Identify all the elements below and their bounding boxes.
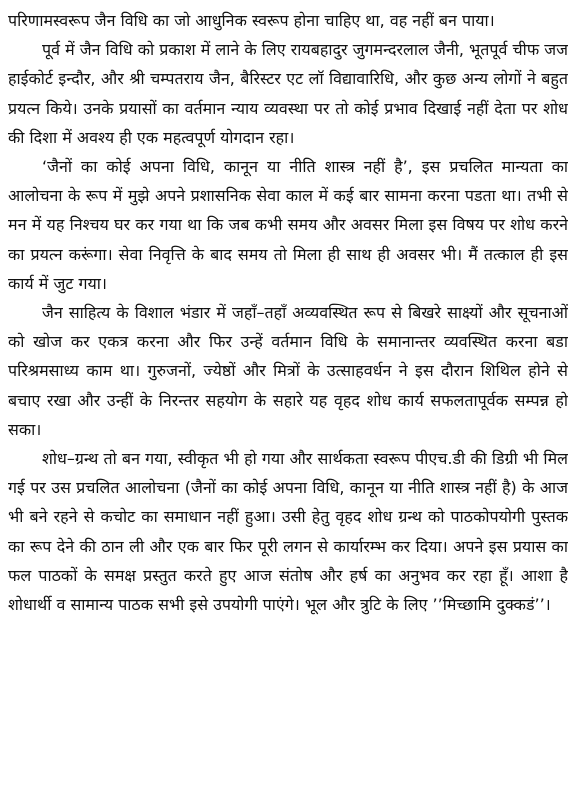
paragraph-prior-efforts: पूर्व में जैन विधि को प्रकाश में लाने के लिए रायबहादुर जुगमन्दरलाल जैनी, भूतपूर्व चीफ जज हाईकोर्ट इन्दौर, और श्री चम्पतराय जैन, बैरिस्टर एट लॉ विद्यावारिधि, और कुछ अन्य लोगों ने बहुत प्रयत्न किये। उनके प्रयासों का वर्तमान न्याय व्यवस्था पर तो कोई प्रभाव दिखाई नहीं देता पर शोध की दिशा में अवश्य ही एक महत्वपूर्ण योगदान रहा।: [8, 40, 568, 147]
paragraph-motivation: ‘जैनों का कोई अपना विधि, कानून या नीति शास्त्र नहीं है’, इस प्रचलित मान्यता का आलोचना के रूप में मुझे अपने प्रशासनिक सेवा काल में कई बार सामना करना पडता था। तभी से मन में यह निश्चय घर कर गया था कि जब कभी समय और अवसर मिला इस विषय पर शोध करने का प्रयत्न करूंगा। सेवा निवृत्ति के बाद समय तो मिला ही साथ ही अवसर भी। मैं तत्काल ही इस कार्य में जुट गया।: [8, 157, 568, 293]
paragraph-continuation: परिणामस्वरूप जैन विधि का जो आधुनिक स्वरूप होना चाहिए था, वह नहीं बन पाया।: [8, 11, 495, 30]
paragraph-book-purpose: शोध–ग्रन्थ तो बन गया, स्वीकृत भी हो गया और सार्थकता स्वरूप पीएच.डी की डिग्री भी मिल गई पर उस प्रचलित आलोचना (जैनों का कोई अपना विधि, कानून या नीति शास्त्र नहीं है) के आज भी बने रहने से कचोट का समाधान नहीं हुआ। उसी हेतु वृहद शोध ग्रन्थ को पाठकोपयोगी पुस्तक का रूप देने की ठान ली और एक बार फिर पूरी लगन से कार्यारम्भ कर दिया। अपने इस प्रयास का फल पाठकों के समक्ष प्रस्तुत करते हुए आज संतोष और हर्ष का अनुभव कर रहा हूँ। आशा है शोधार्थी व सामान्य पाठक सभी इसे उपयोगी पाएंगे। भूल और त्रुटि के लिए ’’मिच्छामि दुक्कडं’’।: [8, 449, 568, 615]
document-page: [8, 6, 568, 794]
paragraph-research-process: जैन साहित्य के विशाल भंडार में जहाँ–तहाँ अव्यवस्थित रूप से बिखरे साक्ष्यों और सूचनाओं को खोज कर एकत्र करना और फिर उन्हें वर्तमान विधि के समानान्तर व्यवस्थित करना बडा परिश्रमसाध्य काम था। गुरुजनों, ज्येष्ठों और मित्रों के उत्साहवर्धन ने इस दौरान शिथिल होने से बचाए रखा और उन्हीं के निरन्तर सहयोग के सहारे यह वृहद शोध कार्य सफलतापूर्वक सम्पन्न हो सका।: [8, 303, 568, 439]
